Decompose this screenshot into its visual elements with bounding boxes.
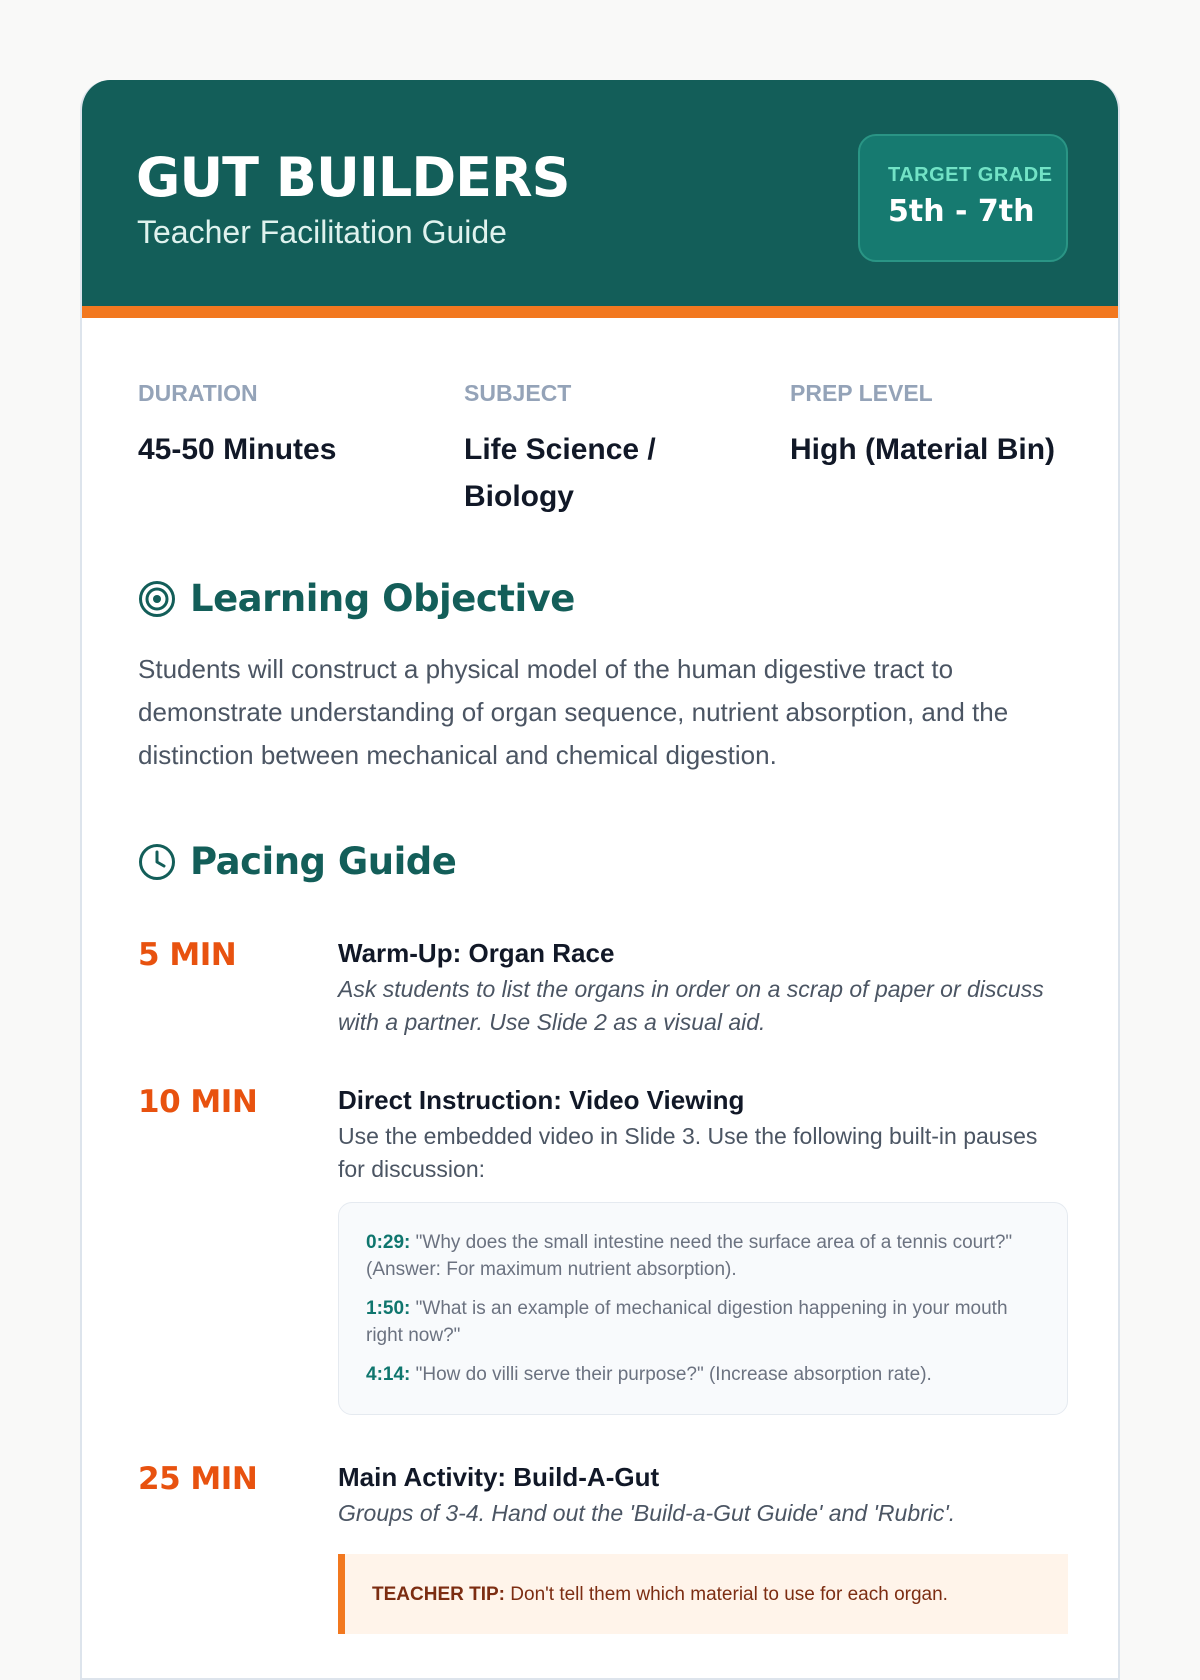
pacing-heading: Pacing Guide <box>190 840 457 883</box>
pause-item <box>366 1295 1041 1349</box>
pause-timestamp: 4:14: <box>366 1364 411 1385</box>
pause-timestamp: 0:29: <box>366 1232 411 1253</box>
pace-description: Ask students to list the organs in order on a scrap of paper or discuss with a partner. Use Slide 2 as a visual aid. <box>338 976 1044 1035</box>
pace-description: Groups of 3-4. Hand out the 'Build-a-Gut Guide' and 'Rubric'. <box>338 1500 956 1526</box>
meta-duration-label: DURATION <box>138 380 258 406</box>
meta-prep-level-value: High (Material Bin) <box>790 433 1056 466</box>
pause-question: "What is an example of mechanical digestion happening in your mouth right now?" <box>366 1298 1008 1346</box>
pace-heading: Main Activity: Build-A-Gut <box>338 1462 660 1492</box>
objective-heading: Learning Objective <box>190 577 575 620</box>
pace-body <box>338 937 1068 1039</box>
target-grade-value: 5th - 7th <box>888 194 1035 229</box>
pause-question: "Why does the small intestine need the surface area of a tennis court?" (Answer: For maximum nutrient absorption). <box>366 1232 1013 1280</box>
pause-item <box>366 1229 1041 1283</box>
page-subtitle: Teacher Facilitation Guide <box>137 214 507 250</box>
clock-icon <box>138 843 176 881</box>
pace-time: 5 MIN <box>138 937 237 973</box>
target-icon <box>138 580 176 618</box>
pause-question: "How do villi serve their purpose?" (Increase absorption rate). <box>415 1364 932 1385</box>
objective-section-title <box>138 577 575 620</box>
pace-time: 25 MIN <box>138 1461 258 1497</box>
target-grade-label: TARGET GRADE <box>888 164 1053 186</box>
pause-timestamp: 1:50: <box>366 1298 411 1319</box>
pace-heading: Direct Instruction: Video Viewing <box>338 1085 745 1115</box>
teacher-tip-box <box>338 1554 1068 1634</box>
video-pauses-box <box>338 1202 1068 1415</box>
header-banner <box>82 80 1118 318</box>
pace-description: Use the embedded video in Slide 3. Use the following built-in pauses for discussion: <box>338 1123 1038 1182</box>
pace-heading: Warm-Up: Organ Race <box>338 938 615 968</box>
pace-body <box>338 1461 1068 1634</box>
page-title: GUT BUILDERS <box>136 146 570 209</box>
pace-time: 10 MIN <box>138 1084 258 1120</box>
pace-body <box>338 1084 1068 1415</box>
meta-subject <box>464 380 694 520</box>
meta-duration-value: 45-50 Minutes <box>138 433 337 466</box>
target-grade-badge <box>858 134 1068 262</box>
meta-subject-value: Life Science / Biology <box>464 433 656 513</box>
meta-prep-level-label: PREP LEVEL <box>790 380 933 406</box>
meta-prep-level <box>790 380 1090 473</box>
objective-text: Students will construct a physical model of the human digestive tract to demonstrate understanding of organ sequence, nutrient absorption, and the distinction between mechanical and chemical digestion. <box>138 654 1009 770</box>
pacing-section-title <box>138 840 456 883</box>
teacher-tip-text: Don't tell them which material to use for each organ. <box>510 1584 948 1605</box>
meta-subject-label: SUBJECT <box>464 380 572 406</box>
pause-item <box>366 1361 1041 1388</box>
guide-card <box>80 80 1120 1680</box>
teacher-tip-label: TEACHER TIP: <box>372 1584 505 1605</box>
meta-duration <box>138 380 428 473</box>
